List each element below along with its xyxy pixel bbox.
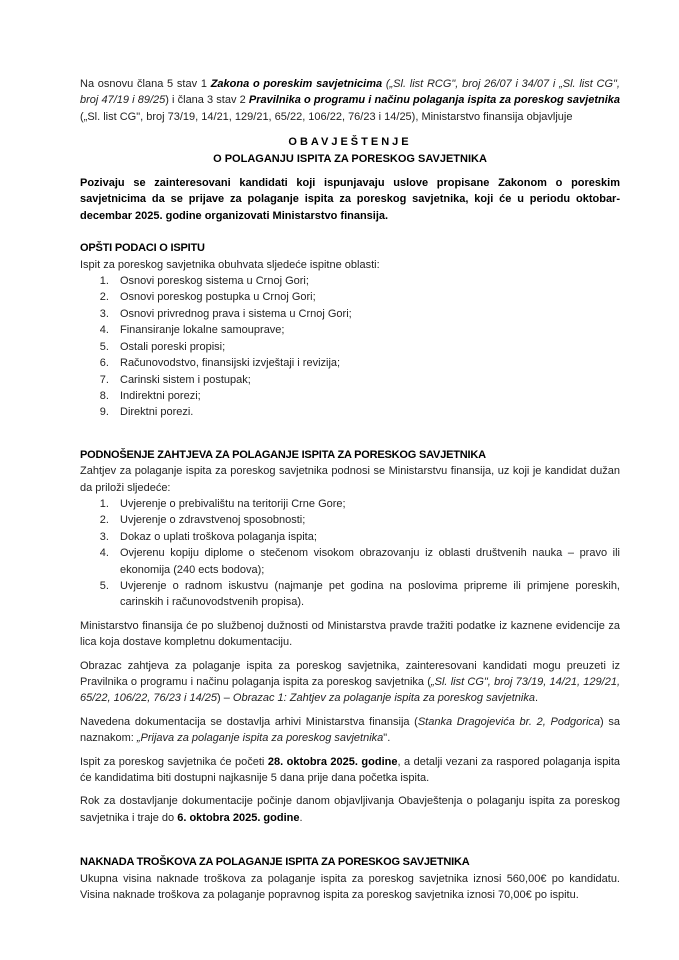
body-paragraph — [80, 754, 620, 787]
list-item: 7. Carinski sistem i postupak; — [112, 372, 620, 388]
section3-heading: NAKNADA TROŠKOVA ZA POLAGANJE ISPITA ZA PORESKOG SAVJETNIKA — [80, 856, 470, 869]
text-segment: Ispit za poreskog savjetnika će početi — [80, 755, 268, 768]
section1-text: Ispit za poreskog savjetnika obuhvata sljedeće ispitne oblasti: — [80, 258, 380, 271]
list-item: 9. Direktni porezi. — [112, 404, 620, 420]
text-segment: „Prijava za polaganje ispita za poreskog savjetnika — [136, 732, 384, 745]
lead-paragraph: Pozivaju se zainteresovani kandidati koji ispunjavaju uslove propisane Zakonom o poreskim savjetnicima da se prijave za polaganje ispita za poreskog savjetnika, koji će u periodu oktobar-decembar 2025. godine organizovati Ministarstvo finansija. — [80, 177, 620, 222]
text-segment: , a detalji vezani za raspored polaganja ispita će kandidatima biti dostupni najkasnije 5 dana prije dana početka ispita. — [80, 755, 620, 785]
body-paragraph — [80, 618, 620, 651]
list-item: 3. Dokaz o uplati troškova polaganja ispita; — [112, 529, 620, 545]
list-item: 3. Osnovi privrednog prava i sistema u Crnoj Gori; — [112, 306, 620, 322]
section2-heading: PODNOŠENJE ZAHTJEVA ZA POLAGANJE ISPITA ZA PORESKOG SAVJETNIKA — [80, 448, 486, 461]
text-segment: Na osnovu člana 5 stav 1 — [80, 78, 211, 90]
text-segment: Pravilnika o programu i načinu polaganja ispita za poreskog savjetnika — [248, 94, 620, 107]
body-paragraph — [80, 658, 620, 707]
text-segment: 6. oktobra 2025. godine — [177, 811, 300, 824]
text-segment: („Sl. list RCG", broj 26/07 i 34/07 i „Sl. list CG", broj 47/19 i 89/25 — [80, 78, 620, 107]
document-page — [80, 76, 620, 903]
text-segment: ) i člana 3 stav 2 — [165, 94, 249, 107]
text-segment: ) – — [217, 692, 233, 705]
text-segment: Obrazac 1: Zahtjev za polaganje ispita za poreskog savjetnika — [232, 692, 535, 705]
notice-title-line2: O POLAGANJU ISPITA ZA PORESKOG SAVJETNIKA — [213, 152, 487, 165]
notice-title — [80, 134, 620, 167]
text-segment: ) sa naznakom: — [80, 715, 620, 745]
intro-paragraph — [80, 76, 620, 125]
body-paragraph — [80, 714, 620, 747]
list-item: 5. Uvjerenje o radnom iskustvu (najmanje pet godina na poslovima pripreme ili primjene poreskih, carinskih i računovodstvenih propisa). — [112, 578, 620, 611]
text-segment: Zakona o poreskim savjetnicima — [210, 78, 383, 90]
text-segment: („Sl. list CG", broj 73/19, 14/21, 129/21, 65/22, 106/22, 76/23 i 14/25), Ministarstvo finansija objavljuje — [80, 110, 573, 123]
section1-list — [80, 273, 620, 421]
list-item: 1. Uvjerenje o prebivalištu na teritoriji Crne Gore; — [112, 496, 620, 512]
text-segment: „Sl. list CG", broj 73/19, 14/21, 129/21, 65/22, 106/22, 76/23 i 14/25 — [80, 676, 621, 705]
section1-heading: OPŠTI PODACI O ISPITU — [80, 242, 205, 255]
text-segment: . — [299, 811, 303, 824]
list-item: 8. Indirektni porezi; — [112, 388, 620, 404]
text-segment: Stanka Dragojevića br. 2, Podgorica — [417, 715, 601, 728]
list-item: 1. Osnovi poreskog sistema u Crnoj Gori; — [112, 273, 620, 289]
notice-title-line1: OBAVJEŠTENJE — [288, 136, 412, 149]
section2-text: Zahtjev za polaganje ispita za poreskog savjetnika podnosi se Ministarstvu finansija, uz koji je kandidat dužan da priloži sljedeće: — [80, 465, 620, 494]
section2-list — [80, 496, 620, 611]
text-segment: Obrazac zahtjeva za polaganje ispita za poreskog savjetnika, zainteresovani kandidati mogu preuzeti iz Pravilnika o programu i načinu polaganja ispita za poreskog savjetnika ( — [80, 659, 620, 688]
list-item: 2. Uvjerenje o zdravstvenoj sposobnosti; — [112, 512, 620, 528]
section3-text: Ukupna visina naknade troškova za polaganje ispita za poreskog savjetnika iznosi 560,00€ po kandidatu. Visina naknade troškova za polaganje popravnog ispita za poreskog savjetnika iznosi 70,00€ po ispitu. — [80, 872, 620, 902]
text-segment: 28. oktobra 2025. godine — [267, 755, 398, 768]
section2-paragraphs — [80, 618, 620, 826]
text-segment: ". — [383, 732, 391, 745]
text-segment: Ministarstvo finansija će po službenoj dužnosti od Ministarstva pravde tražiti podatke iz kaznene evidencije za lica koja dostave kompletnu dokumentaciju. — [80, 619, 620, 649]
text-segment: . — [534, 692, 539, 705]
body-paragraph — [80, 793, 620, 826]
list-item: 4. Finansiranje lokalne samouprave; — [112, 322, 620, 338]
list-item: 4. Ovjerenu kopiju diplome o stečenom visokom obrazovanju iz oblasti društvenih nauka – pravo ili ekonomija (240 ects bodova); — [112, 545, 620, 578]
text-segment: Rok za dostavljanje dokumentacije počinje danom objavljivanja Obavještenja o polaganju ispita za poreskog savjetnika i traje do — [80, 795, 620, 824]
list-item: 2. Osnovi poreskog postupka u Crnoj Gori; — [112, 289, 620, 305]
text-segment: Navedena dokumentacija se dostavlja arhivi Ministarstva finansija ( — [80, 715, 418, 728]
list-item: 6. Računovodstvo, finansijski izvještaji i revizija; — [112, 355, 620, 371]
list-item: 5. Ostali poreski propisi; — [112, 339, 620, 355]
